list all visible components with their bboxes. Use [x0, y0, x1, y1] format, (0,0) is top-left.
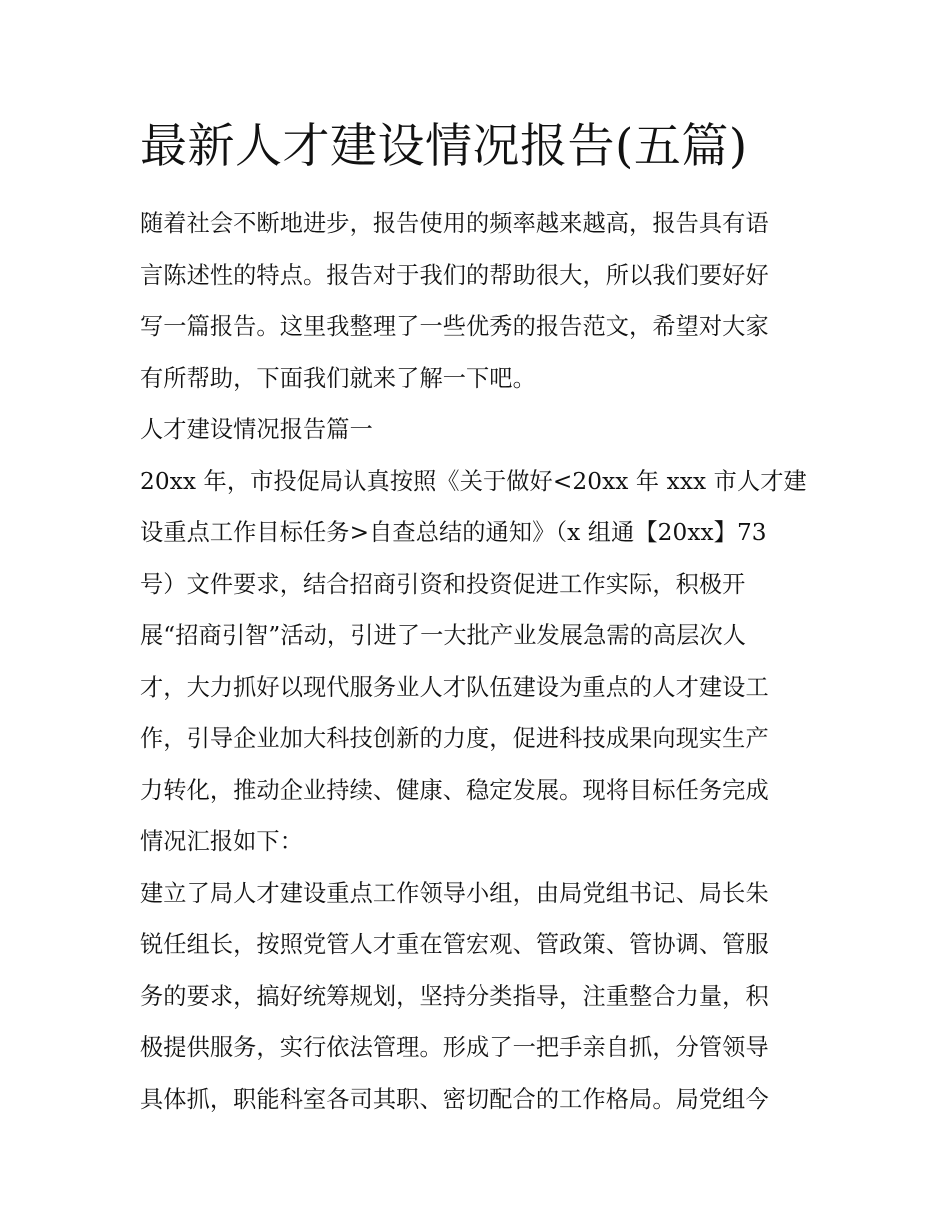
body-line: 言陈述性的特点。报告对于我们的帮助很大，所以我们要好好 [140, 261, 769, 289]
body-line: 锐任组长，按照党管人才重在管宏观、管政策、管协调、管服 [140, 931, 769, 958]
body-line: 务的要求，搞好统筹规划，坚持分类指导，注重整合力量，积 [140, 982, 769, 1010]
body-line: 情况汇报如下： [140, 828, 304, 855]
body-line: 有所帮助，下面我们就来了解一下吧。 [140, 364, 536, 392]
body-line: 随着社会不断地进步，报告使用的频率越来越高，报告具有语 [140, 210, 769, 237]
body-line: 才，大力抓好以现代服务业人才队伍建设为重点的人才建设工 [140, 673, 769, 701]
section-heading: 人才建设情况报告篇一 [140, 416, 373, 443]
document-title: 最新人才建设情况报告(五篇) [140, 119, 748, 174]
body-line: 设重点工作目标任务>自查总结的通知》（x 组通【20xx】73 [140, 519, 767, 546]
body-line: 作，引导企业加大科技创新的力度，促进科技成果向现实生产 [140, 725, 769, 752]
body-line: 写一篇报告。这里我整理了一些优秀的报告范文，希望对大家 [140, 313, 769, 340]
body-line: 极提供服务，实行依法管理。形成了一把手亲自抓，分管领导 [140, 1034, 769, 1061]
body-line: 建立了局人才建设重点工作领导小组，由局党组书记、局长朱 [140, 879, 769, 907]
body-line: 具体抓，职能科室各司其职、密切配合的工作格局。局党组今 [140, 1085, 769, 1113]
body-line: 力转化，推动企业持续、健康、稳定发展。现将目标任务完成 [140, 776, 769, 804]
body-line: 号）文件要求，结合招商引资和投资促进工作实际，积极开 [140, 570, 746, 598]
body-line: 展“招商引智”活动，引进了一大批产业发展急需的高层次人 [140, 622, 747, 649]
body-line: 20xx 年，市投促局认真按照《关于做好<20xx 年 xxx 市人才建 [140, 467, 807, 495]
document-body [140, 198, 820, 1125]
